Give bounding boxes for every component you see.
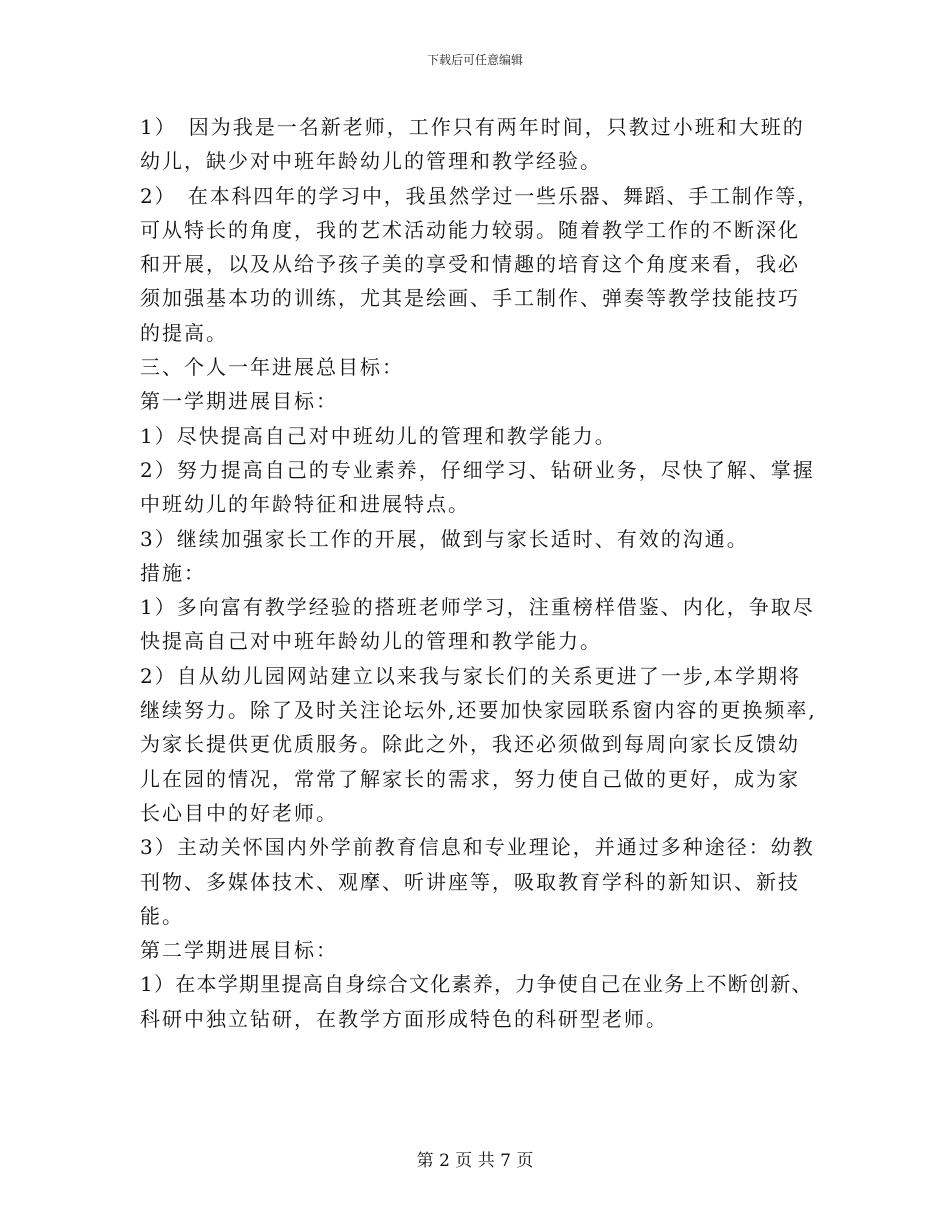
text-line: 儿在园的情况，常常了解家长的需求，努力使自己做的更好，成为家: [140, 766, 800, 791]
text-line: 继续努力。除了及时关注论坛外,还要加快家园联系窗内容的更换频率,: [140, 698, 817, 723]
text-line: 快提高自己对中班年龄幼儿的管理和教学能力。: [140, 629, 602, 654]
page-header: 下载后可任意编辑: [426, 53, 523, 67]
text-line: 长心目中的好老师。: [140, 800, 338, 825]
text-line: 和开展，以及从给予孩子美的享受和情趣的培育这个角度来看，我必: [140, 252, 800, 277]
subsection-heading: 第二学期进展目标：: [140, 938, 338, 963]
text-line: 能。: [140, 903, 184, 928]
page-footer: 第 2 页 共 7 页: [416, 1151, 534, 1171]
text-line: 的提高。: [140, 320, 228, 345]
text-line: 2）自从幼儿园网站建立以来我与家长们的关系更进了一步,本学期将: [140, 663, 802, 688]
text-line: 刊物、多媒体技术、观摩、听讲座等，吸取教育学科的新知识、新技: [140, 869, 800, 894]
text-line: 2） 在本科四年的学习中，我虽然学过一些乐器、舞蹈、手工制作等，: [140, 183, 819, 208]
subsection-heading: 第一学期进展目标：: [140, 389, 338, 414]
document-body: [140, 110, 820, 1036]
text-line: 1）尽快提高自己对中班幼儿的管理和教学能力。: [140, 423, 617, 448]
subsection-heading: 措施：: [140, 560, 206, 585]
text-line: 1）多向富有教学经验的搭班老师学习，注重榜样借鉴、内化，争取尽: [140, 595, 815, 620]
text-line: 科研中独立钻研，在教学方面形成特色的科研型老师。: [140, 1006, 668, 1031]
text-line: 1） 因为我是一名新老师，工作只有两年时间，只教过小班和大班的: [140, 115, 805, 139]
text-line: 中班幼儿的年龄特征和进展特点。: [140, 492, 470, 517]
text-line: 3）主动关怀国内外学前教育信息和专业理论，并通过多种途径：幼教: [140, 835, 815, 860]
section-heading: 三、个人一年进展总目标：: [140, 355, 404, 380]
text-line: 1）在本学期里提高自身综合文化素养，力争使自己在业务上不断创新、: [140, 972, 813, 997]
text-line: 为家长提供更优质服务。除此之外，我还必须做到每周向家长反馈幼: [140, 732, 800, 757]
text-line: 3）继续加强家长工作的开展，做到与家长适时、有效的沟通。: [140, 526, 749, 551]
text-line: 须加强基本功的训练，尤其是绘画、手工制作、弹奏等教学技能技巧: [140, 286, 800, 311]
text-line: 可从特长的角度，我的艺术活动能力较弱。随着教学工作的不断深化: [140, 217, 800, 242]
text-line: 2）努力提高自己的专业素养，仔细学习、钻研业务，尽快了解、掌握: [140, 457, 815, 482]
text-line: 幼儿，缺少对中班年龄幼儿的管理和教学经验。: [140, 149, 602, 174]
